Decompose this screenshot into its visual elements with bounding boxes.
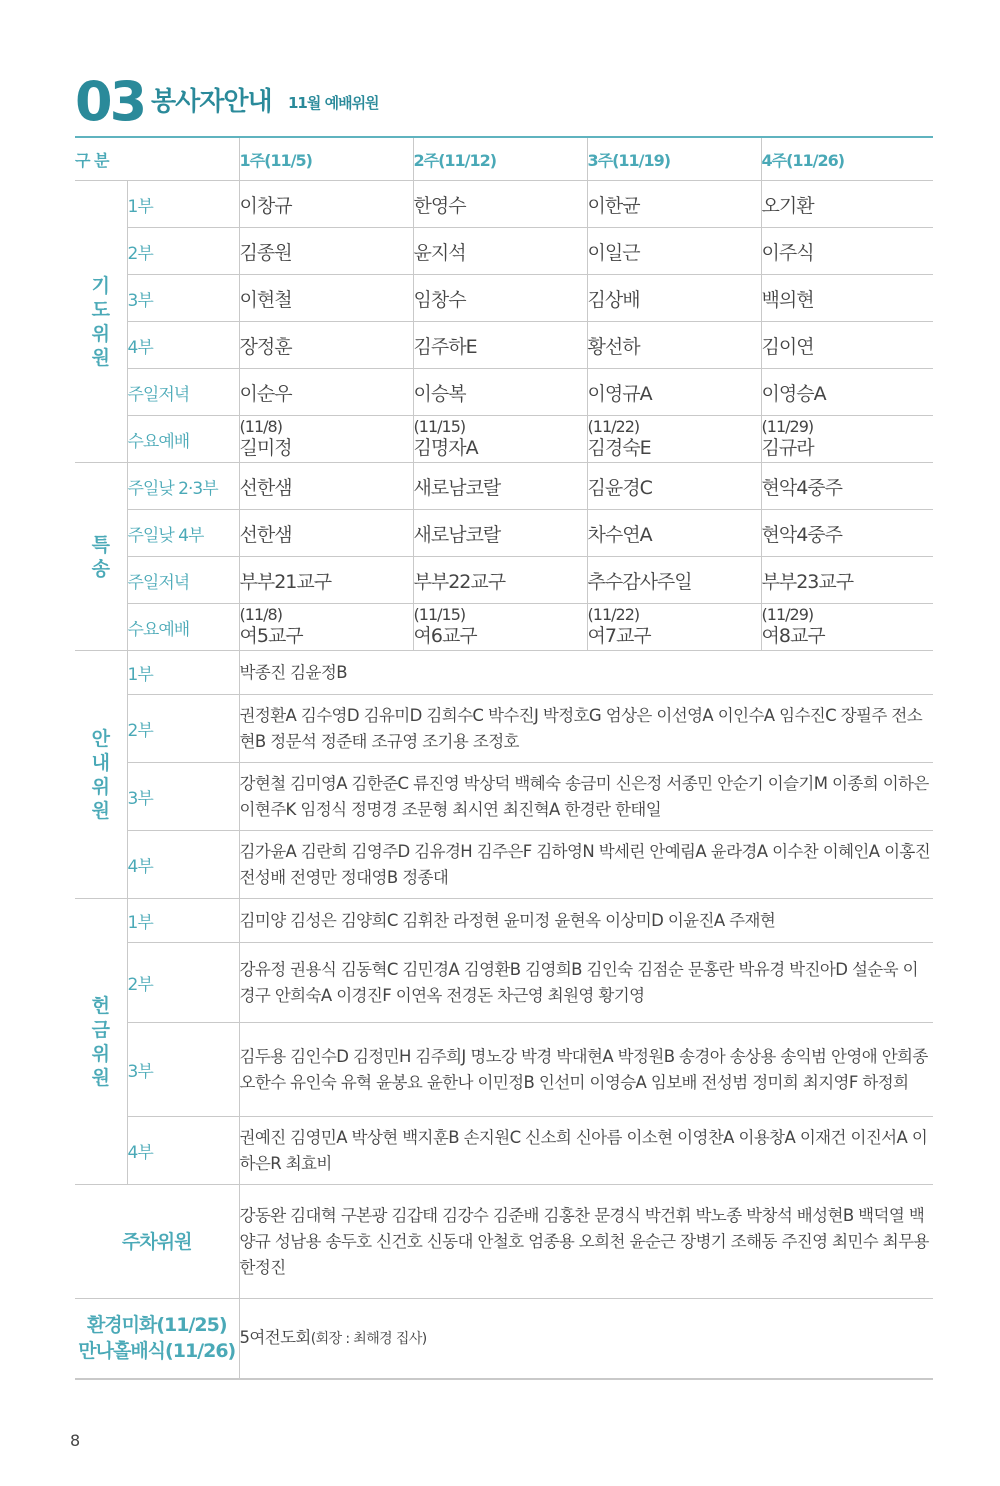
cell: 김이연 — [761, 322, 933, 369]
cell: (11/29) 김규라 — [761, 416, 933, 463]
cell: 윤지석 — [413, 228, 587, 275]
table-row — [75, 943, 933, 1023]
section-subtitle: 11월 예배위원 — [288, 94, 379, 112]
cell: (11/8) 여5교구 — [239, 604, 413, 651]
table-row — [75, 228, 933, 275]
row-label: 주일저녁 — [127, 557, 239, 604]
cell: (11/15) 김명자A — [413, 416, 587, 463]
row-label: 2부 — [127, 943, 239, 1023]
cell: 차수연A — [587, 510, 761, 557]
cell: 부부21교구 — [239, 557, 413, 604]
cell: 김종원 — [239, 228, 413, 275]
cell: 이현철 — [239, 275, 413, 322]
cell: 이일근 — [587, 228, 761, 275]
table-row — [75, 181, 933, 228]
table-row — [75, 1185, 933, 1299]
col-week-4: 4주(11/26) — [761, 138, 933, 181]
cell: (11/29) 여8교구 — [761, 604, 933, 651]
name-list: 강현철 김미영A 김한준C 류진영 박상덕 백혜숙 송금미 신은정 서종민 안순기 이슬기M 이종희 이하은 이현주K 임정식 정명경 조문형 최시연 최진혁A 한경란 한태일 — [239, 763, 933, 831]
table-row — [75, 557, 933, 604]
cell: 선한샘 — [239, 463, 413, 510]
row-label: 2부 — [127, 228, 239, 275]
table-row — [75, 275, 933, 322]
group-special-label: 특 송 — [75, 463, 127, 651]
cell: 새로남코랄 — [413, 463, 587, 510]
cell: 이주식 — [761, 228, 933, 275]
row-label: 2부 — [127, 695, 239, 763]
group-offering-label: 헌 금 위 원 — [75, 899, 127, 1185]
cell: 이순우 — [239, 369, 413, 416]
table-row — [75, 416, 933, 463]
table-row — [75, 1023, 933, 1117]
row-label: 1부 — [127, 899, 239, 943]
table-row — [75, 463, 933, 510]
cell: 이한균 — [587, 181, 761, 228]
row-label: 주일저녁 — [127, 369, 239, 416]
env-text: 5여전도회(회장 : 최해경 집사) — [239, 1299, 933, 1379]
name-list: 박종진 김윤정B — [239, 651, 933, 695]
name-list: 강유정 권용식 김동혁C 김민경A 김영환B 김영희B 김인숙 김점순 문홍란 박유경 박진아D 설순욱 이경구 안희숙A 이경진F 이연옥 전경돈 차근영 최원영 황기영 — [239, 943, 933, 1023]
col-week-3: 3주(11/19) — [587, 138, 761, 181]
table-row — [75, 369, 933, 416]
cell: 이영승A — [761, 369, 933, 416]
row-label: 4부 — [127, 831, 239, 899]
group-prayer-label: 기 도 위 원 — [75, 181, 127, 463]
table-row — [75, 1299, 933, 1379]
row-label: 1부 — [127, 651, 239, 695]
cell: 이창규 — [239, 181, 413, 228]
table-row — [75, 322, 933, 369]
volunteer-table — [75, 138, 933, 1380]
cell: 김주하E — [413, 322, 587, 369]
name-list: 강동완 김대혁 구본광 김갑태 김강수 김준배 김홍찬 문경식 박건휘 박노종 박창석 배성현B 백덕열 백양규 성남용 송두호 신건호 신동대 안철호 엄종용 오희천 윤순근 장병기 조해동 주진영 최민수 최무용 한정진 — [239, 1185, 933, 1299]
cell: 부부22교구 — [413, 557, 587, 604]
cell: 선한샘 — [239, 510, 413, 557]
cell: 새로남코랄 — [413, 510, 587, 557]
cell: 부부23교구 — [761, 557, 933, 604]
cell: (11/22) 여7교구 — [587, 604, 761, 651]
cell: 황선하 — [587, 322, 761, 369]
name-list: 권예진 김영민A 박상현 백지훈B 손지원C 신소희 신아름 이소현 이영찬A 이용창A 이재건 이진서A 이하은R 최효비 — [239, 1117, 933, 1185]
cell: 이영규A — [587, 369, 761, 416]
row-label: 3부 — [127, 1023, 239, 1117]
row-label: 수요예배 — [127, 604, 239, 651]
parking-label: 주차위원 — [75, 1185, 239, 1299]
page-number: 8 — [70, 1431, 81, 1450]
table-header-row — [75, 138, 933, 181]
section-title: 봉사자안내 — [151, 87, 272, 117]
col-week-2: 2주(11/12) — [413, 138, 587, 181]
cell: 현악4중주 — [761, 463, 933, 510]
row-label: 3부 — [127, 275, 239, 322]
table-row — [75, 763, 933, 831]
section-number: 03 — [75, 70, 145, 133]
table-row — [75, 651, 933, 695]
row-label: 4부 — [127, 322, 239, 369]
group-usher-label: 안 내 위 원 — [75, 651, 127, 899]
table-row — [75, 1117, 933, 1185]
cell: 백의현 — [761, 275, 933, 322]
table-row — [75, 604, 933, 651]
table-row — [75, 510, 933, 557]
col-week-1: 1주(11/5) — [239, 138, 413, 181]
cell: 현악4중주 — [761, 510, 933, 557]
name-list: 김두용 김인수D 김정민H 김주희J 명노강 박경 박대현A 박정원B 송경아 송상용 송익범 안영애 안희종 오한수 유인숙 유혁 윤봉요 윤한나 이민정B 인선미 이영승A 임보배 전성범 정미희 최지영F 하정희 — [239, 1023, 933, 1117]
cell: 이승복 — [413, 369, 587, 416]
cell: (11/22) 김경숙E — [587, 416, 761, 463]
cell: 장정훈 — [239, 322, 413, 369]
name-list: 김가윤A 김란희 김영주D 김유경H 김주은F 김하영N 박세린 안예림A 윤라경A 이수찬 이혜인A 이홍진 전성배 전영만 정대영B 정종대 — [239, 831, 933, 899]
name-list: 김미양 김성은 김양희C 김휘찬 라정현 윤미정 윤현옥 이상미D 이윤진A 주재현 — [239, 899, 933, 943]
table-row — [75, 899, 933, 943]
cell: (11/15) 여6교구 — [413, 604, 587, 651]
cell: (11/8) 길미정 — [239, 416, 413, 463]
cell: 임창수 — [413, 275, 587, 322]
cell: 오기환 — [761, 181, 933, 228]
cell: 김상배 — [587, 275, 761, 322]
row-label: 주일낮 2·3부 — [127, 463, 239, 510]
cell: 추수감사주일 — [587, 557, 761, 604]
row-label: 4부 — [127, 1117, 239, 1185]
row-label: 주일낮 4부 — [127, 510, 239, 557]
col-group: 구 분 — [75, 138, 239, 181]
row-label: 3부 — [127, 763, 239, 831]
cell: 한영수 — [413, 181, 587, 228]
row-label: 1부 — [127, 181, 239, 228]
row-label: 수요예배 — [127, 416, 239, 463]
env-label: 환경미화(11/25) 만나홀배식(11/26) — [75, 1299, 239, 1379]
cell: 김윤경C — [587, 463, 761, 510]
table-row — [75, 695, 933, 763]
name-list: 권정환A 김수영D 김유미D 김희수C 박수진J 박정호G 엄상은 이선영A 이인수A 임수진C 장필주 전소현B 정문석 정준태 조규영 조기용 조정호 — [239, 695, 933, 763]
table-row — [75, 831, 933, 899]
